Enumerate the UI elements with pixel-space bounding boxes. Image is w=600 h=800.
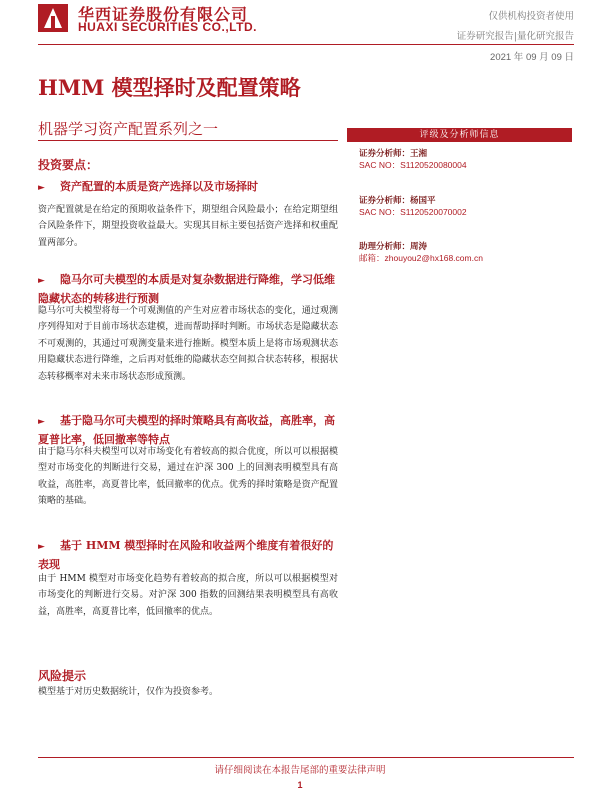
email-label: 邮箱： [359,254,385,264]
audience-note: 仅供机构投资者使用 [488,11,574,22]
analyst-1-sac: SAC NO：S1120520080004 [359,160,467,170]
header-divider [38,44,574,45]
page-number: 1 [297,780,303,790]
title-divider [38,140,338,141]
triangle-bullet-icon: ► [38,417,45,427]
body-paragraph-2: 隐马尔可夫模型将每一个可观测值的产生对应着市场状态的变化，通过观测序列得知对于目前市场状态建模，进而帮助择时判断。市场状态是隐藏状态不可观测的，其通过可观测变量来进行推断。模型本质上是将市场观测状态用隐藏状态进行降维，之后再对低维的隐藏状态空间拟合状态转移，根据状态转移概率对未来市场状态形成预测。 [38,306,338,382]
bullet-point-1-text: 资产配置的本质是资产选择以及市场择时 [60,180,258,193]
footer-divider [38,757,574,758]
assistant-email-row [359,252,483,264]
bullet-point-4 [38,537,338,574]
triangle-bullet-icon: ► [38,183,45,193]
body-paragraph-1: 资产配置就是在给定的预期收益条件下，期望组合风险最小；在给定期望组合风险条件下，期望投资收益最大。实现其目标主要包括资产选择和权重配置两部分。 [38,205,338,248]
analyst-1-name: 证券分析师：王湘 [359,149,428,159]
section-label-investment-points: 投资要点： [38,158,99,172]
company-name-cn: 华西证券股份有限公司 [78,5,249,24]
report-date: 2021 年 09 月 09 日 [490,52,574,63]
huaxi-logo-icon [38,4,68,32]
bullet-point-3-text: 基于隐马尔可夫模型的择时策略具有高收益，高胜率，高夏普比率，低回撤率等特点 [38,414,335,446]
assistant-name: 助理分析师：周涛 [359,242,428,252]
triangle-bullet-icon: ► [38,276,45,286]
series-title: 机器学习资产配置系列之一 [38,120,219,138]
assistant-email[interactable]: zhouyou2@hx168.com.cn [384,253,483,263]
bullet-point-1 [38,178,338,197]
risk-label: 风险提示 [38,669,87,683]
legal-disclaimer: 请仔细阅读在本报告尾部的重要法律声明 [214,765,386,776]
body-paragraph-3: 由于隐马尔科夫模型可以对市场变化有着较高的拟合优度，所以可以根据模型对市场变化的判断进行交易，通过在沪深 300 上的回测表明模型具有高收益，高胜率，高夏普比率，低回撤率的优点。优秀的择时策略是资产配置策略的基础。 [38,447,338,507]
report-category: 证券研究报告|量化研究报告 [456,31,574,42]
analyst-2-sac: SAC NO：S1120520070002 [359,207,467,217]
risk-body: 模型基于对历史数据统计，仅作为投资参考。 [38,687,219,697]
analyst-panel [347,128,572,263]
bullet-point-2-text: 隐马尔可夫模型的本质是对复杂数据进行降维，学习低维隐藏状态的转移进行预测 [38,273,335,305]
panel-heading: 评级及分析师信息 [347,128,572,142]
body-paragraph-4: 由于 HMM 模型对市场变化趋势有着较高的拟合度，所以可以根据模型对市场变化的判断进行交易。对沪深 300 指数的回测结果表明模型具有高收益，高胜率，高夏普比率，低回撤率的优点。 [38,574,338,617]
triangle-bullet-icon: ► [38,542,45,552]
bullet-point-4-text: 基于 HMM 模型择时在风险和收益两个维度有着很好的表现 [38,539,334,571]
analyst-2-name: 证券分析师：杨国平 [359,196,436,206]
company-name-en: HUAXI SECURITIES CO.,LTD. [78,20,257,34]
report-title: HMM 模型择时及配置策略 [38,75,301,100]
